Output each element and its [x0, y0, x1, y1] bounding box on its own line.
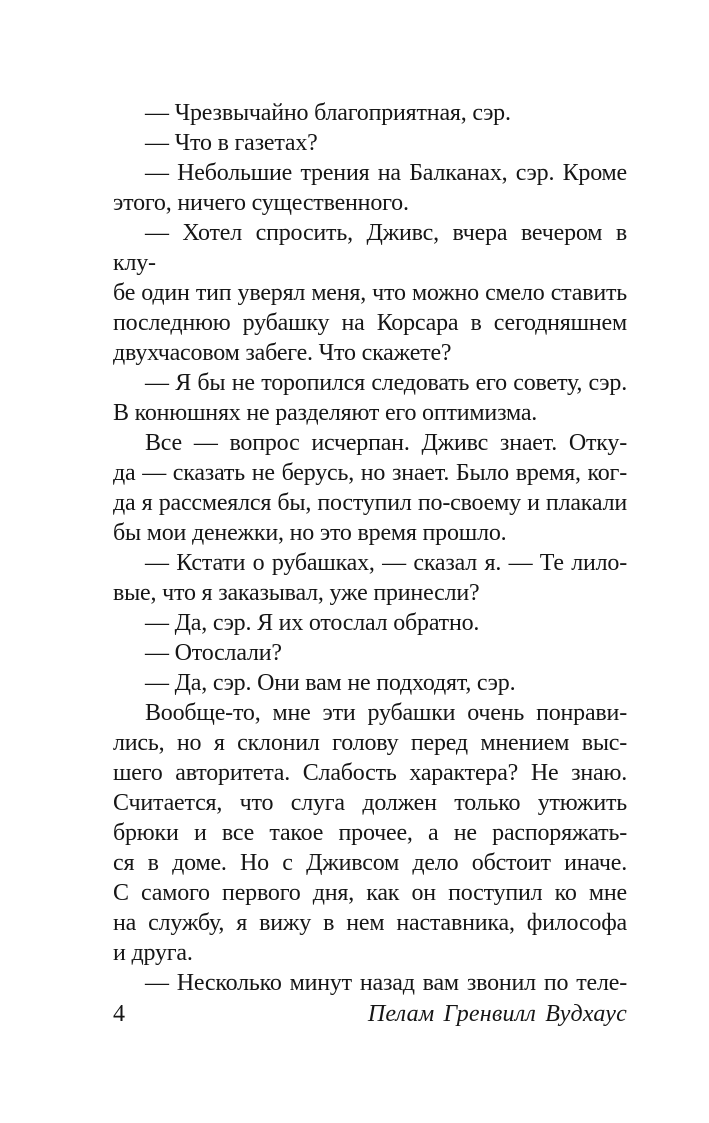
- page-footer: [113, 999, 627, 1029]
- text-line: — Что в газетах?: [145, 130, 318, 156]
- text-line: — Хотел спросить, Дживс, вчера вечером в клу-: [113, 220, 627, 276]
- text-line: Все — вопрос исчерпан. Дживс знает. Отку-: [145, 430, 627, 456]
- text-line: В конюшнях не разделяют его оптимизма.: [113, 400, 538, 426]
- text-line: — Да, сэр. Я их отослал обратно.: [145, 610, 480, 636]
- text-line: — Кстати о рубашках, — сказал я. — Те лило-: [145, 550, 627, 576]
- text-line: С самого первого дня, как он поступил ко мне: [113, 880, 627, 906]
- text-line: — Да, сэр. Они вам не подходят, сэр.: [145, 670, 516, 696]
- text-line: — Я бы не торопился следовать его совету, сэр.: [145, 370, 627, 396]
- text-line: шего авторитета. Слабость характера? Не знаю.: [113, 760, 627, 786]
- text-line: Считается, что слуга должен только утюжить: [113, 790, 627, 816]
- page-number: 4: [113, 1001, 125, 1027]
- text-line: последнюю рубашку на Корсара в сегодняшнем: [113, 310, 627, 336]
- running-title: Пелам Гренвилл Вудхаус: [367, 1001, 627, 1027]
- text-line: Вообще-то, мне эти рубашки очень понрави-: [145, 700, 627, 726]
- text-line: двухчасовом забеге. Что скажете?: [113, 340, 452, 366]
- text-line: да я рассмеялся бы, поступил по-своему и плакали: [113, 490, 627, 516]
- text-line: и друга.: [113, 940, 193, 966]
- text-line: лись, но я склонил голову перед мнением выс-: [113, 730, 627, 756]
- text-line: — Отослали?: [145, 640, 282, 666]
- text-line: этого, ничего существенного.: [113, 190, 409, 216]
- text-line: — Небольшие трения на Балканах, сэр. Кроме: [145, 160, 627, 186]
- text-line: вые, что я заказывал, уже принесли?: [113, 580, 480, 606]
- text-line: бы мои денежки, но это время прошло.: [113, 520, 507, 546]
- text-line: — Чрезвычайно благоприятная, сэр.: [145, 100, 511, 126]
- text-line: ся в доме. Но с Дживсом дело обстоит иначе.: [113, 850, 627, 876]
- text-line: да — сказать не берусь, но знает. Было время, ког-: [113, 460, 627, 486]
- text-line: на службу, я вижу в нем наставника, философа: [113, 910, 627, 936]
- text-line: брюки и все такое прочее, а не распоряжать-: [113, 820, 627, 846]
- text-line: — Несколько минут назад вам звонил по теле-: [145, 970, 627, 996]
- text-block: [113, 98, 627, 998]
- text-line: бе один тип уверял меня, что можно смело ставить: [113, 280, 627, 306]
